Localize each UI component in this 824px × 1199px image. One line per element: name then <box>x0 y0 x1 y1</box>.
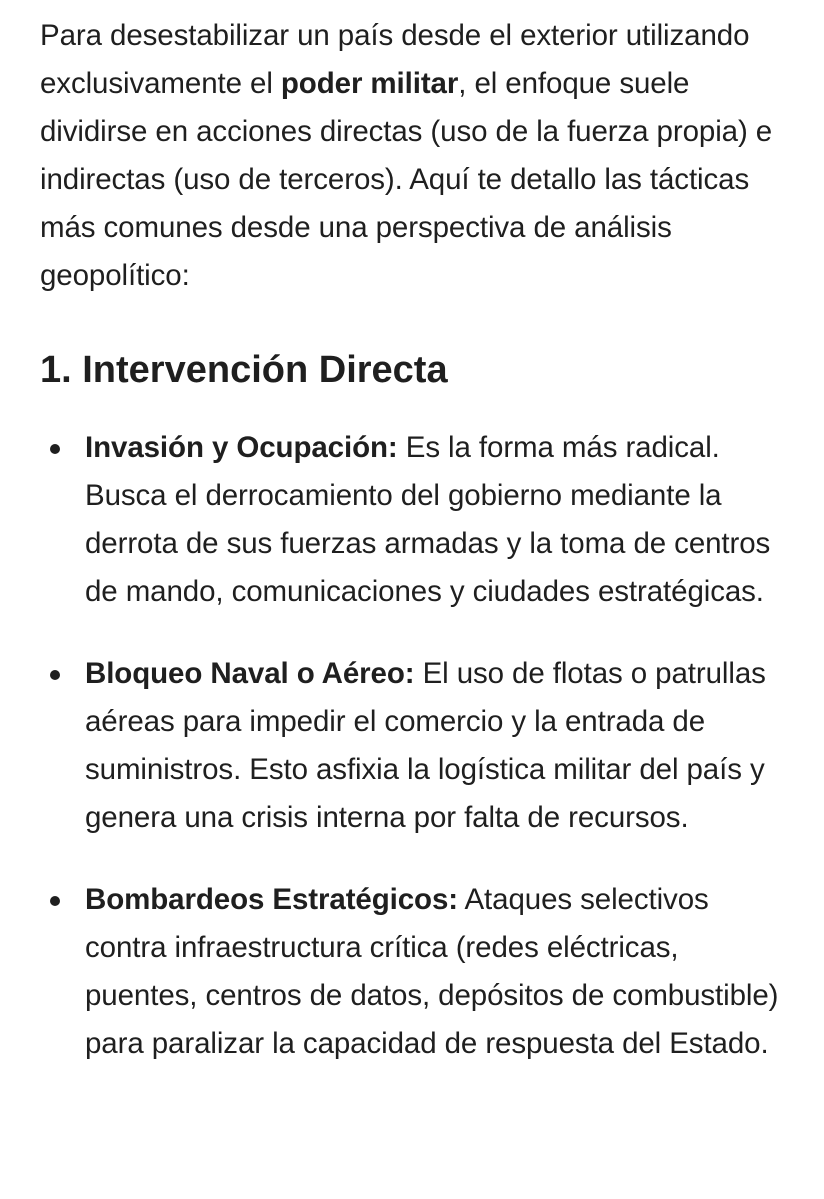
bullet-icon <box>50 444 60 454</box>
list-item <box>40 876 796 1068</box>
list-item <box>40 650 796 842</box>
bullet-term: Invasión y Ocupación: <box>85 431 398 464</box>
intro-paragraph <box>40 12 796 300</box>
bullet-icon <box>50 670 60 680</box>
bullet-list <box>40 424 796 1068</box>
bullet-icon <box>50 896 60 906</box>
intro-text-start: Para desestabilizar un país desde el exterior utilizando exclusivamente el <box>40 19 750 100</box>
bullet-term: Bombardeos Estratégicos: <box>85 883 459 916</box>
section-heading: 1. Intervención Directa <box>40 349 448 391</box>
bullet-term: Bloqueo Naval o Aéreo: <box>85 657 415 690</box>
intro-bold-term: poder militar <box>280 67 459 100</box>
intro-text-end: , el enfoque suele dividirse en acciones directas (uso de la fuerza propia) e indirectas (uso de terceros). Aquí te detallo las tácticas más comunes desde una perspectiva de análisis geopolítico: <box>40 67 773 292</box>
bullet-text: El uso de flotas o patrullas aéreas para impedir el comercio y la entrada de suministros. Esto asfixia la logística militar del país y genera una crisis interna por falta de recursos. <box>85 657 766 834</box>
bullet-text: Es la forma más radical. Busca el derrocamiento del gobierno mediante la derrota de sus fuerzas armadas y la toma de centros de mando, comunicaciones y ciudades estratégicas. <box>85 431 771 608</box>
bullet-text: Ataques selectivos contra infraestructura crítica (redes eléctricas, puentes, centros de datos, depósitos de combustible) para paralizar la capacidad de respuesta del Estado. <box>85 883 779 1060</box>
list-item <box>40 424 796 616</box>
